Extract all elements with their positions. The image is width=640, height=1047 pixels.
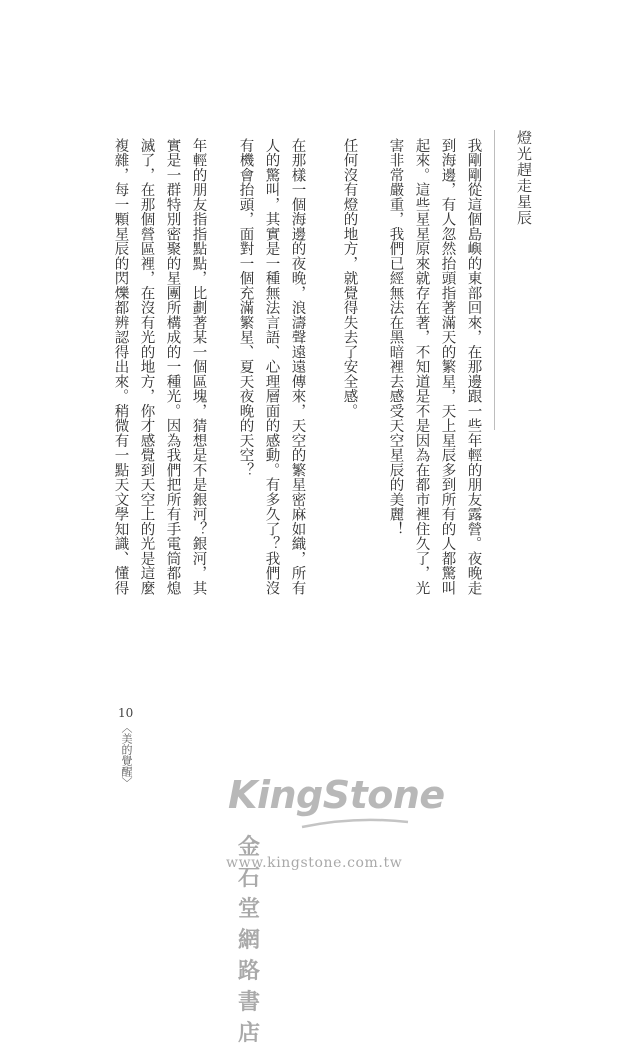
text-column: 害非常嚴重，我們已經無法在黑暗裡去感受天空星辰的美麗！ [387,138,404,537]
chapter-title: 燈光趕走星辰 [515,130,533,226]
logo-swoosh-icon [300,818,410,830]
text-column: 滅了，在那個營區裡，在沒有光的地方，你才感覺到天空上的光是這麼 [138,138,155,596]
text-column: 我剛剛從這個島嶼的東部回來，在那邊跟一些年輕的朋友露營。夜晚走 [465,138,482,596]
watermark-store-name: 金石堂網路書店 [238,834,264,1046]
text-column: 到海邊，有人忽然抬頭指著滿天的繁星，天上星辰多到所有的人都驚叫 [439,138,456,596]
book-title-running-footer: 〈美的覺醒〉 [120,722,133,788]
text-column: 複雜，每一顆星辰的閃爍都辨認得出來。稍微有一點天文學知識、懂得 [112,138,129,596]
watermark-logo: KingStone [228,773,445,817]
text-column: 有機會抬頭，面對一個充滿繁星、夏天夜晚的天空？ [237,138,254,478]
text-column: 起來。這些星星原來就存在著，不知道是不是因為在都市裡住久了，光 [413,138,430,596]
text-column: 實是一群特別密聚的星團所構成的一種光。因為我們把所有手電筒都熄 [164,138,181,596]
page-number: 10 [118,706,134,720]
text-column: 任何沒有燈的地方，就覺得失去了安全感。 [341,138,358,419]
watermark-url: www.kingstone.com.tw [226,855,403,871]
text-column: 人的驚叫，其實是一種無法言語、心理層面的感動。有多久了？我們沒 [263,138,280,596]
title-divider [494,130,495,430]
text-column: 年輕的朋友指指點點，比劃著某一個區塊，猜想是不是銀河？銀河，其 [190,138,207,596]
text-column: 在那樣一個海邊的夜晚，浪濤聲遠遠傳來，天空的繁星密麻如織，所有 [289,138,306,596]
